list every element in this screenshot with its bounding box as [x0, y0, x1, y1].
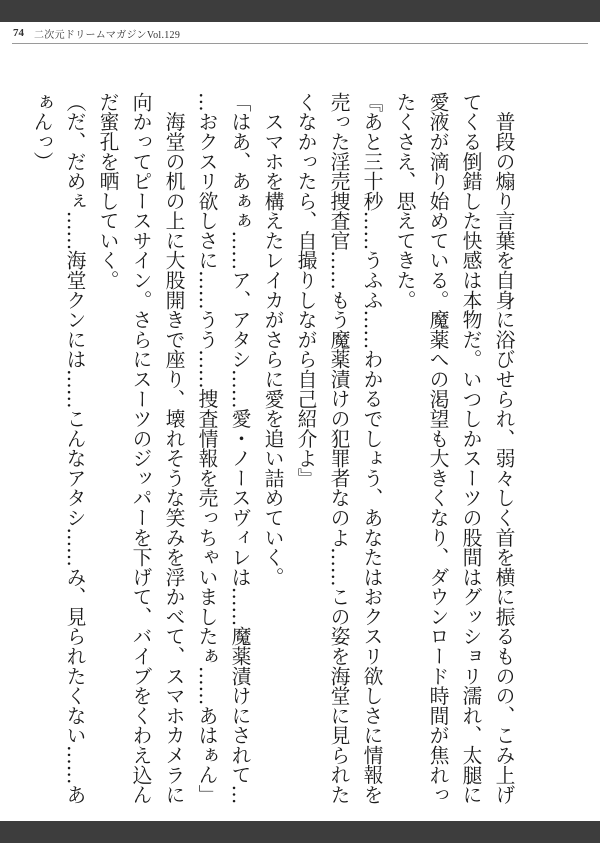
text-line: てくる倒錯した快感は本物だ。いつしかスーツの股間はグッショリ濡れ、太腿に [459, 92, 482, 805]
magazine-title: 二次元ドリームマガジンVol.129 [34, 29, 181, 41]
text-line: （だ、だめぇ……海堂クンには……こんなアタシ……み、見られたくない……あ [63, 92, 86, 805]
text-line: スマホを構えたレイカがさらに愛を追い詰めていく。 [261, 92, 284, 587]
page-number: 74 [13, 27, 24, 39]
text-line: 海堂の机の上に大股開きで座り、壊れそうな笑みを浮かべて、スマホカメラに [162, 92, 185, 805]
text-line: 普段の煽り言葉を自身に浴びせられ、弱々しく首を横に振るものの、こみ上げ [492, 92, 515, 805]
text-line: …おクスリ欲しさに……うう……捜査情報を売っちゃいましたぁ……あはぁん」 [195, 92, 218, 805]
text-line: 向かってピースサイン。さらにスーツのジッパーを下げて、バイブをくわえ込ん [129, 92, 152, 805]
text-line: 愛液が滴り始めている。魔薬への渇望も大きくなり、ダウンロード時間が焦れっ [426, 92, 449, 805]
top-viewer-bar [0, 0, 600, 22]
text-line: くなかったら、自撮りしながら自己紹介よ』 [294, 92, 317, 488]
text-line: 『あと三十秒……うふふ……わかるでしょう、あなたはおクスリ欲しさに情報を [360, 92, 383, 805]
text-line: だ蜜孔を晒していく。 [96, 92, 119, 290]
bottom-viewer-bar [0, 821, 600, 843]
text-line: ぁんっ） [30, 92, 53, 172]
text-line: 売った淫売捜査官……もう魔薬漬けの犯罪者なのよ……この姿を海堂に見られた [327, 92, 350, 805]
vertical-body-text [30, 92, 520, 805]
page-header [13, 23, 180, 43]
text-line: 「はあ、あぁぁ……ア、アタシ……愛・ノースヴィレは……魔薬漬けにされて… [228, 92, 251, 805]
header-divider [12, 43, 588, 44]
text-line: たくさえ、思えてきた。 [393, 92, 416, 310]
